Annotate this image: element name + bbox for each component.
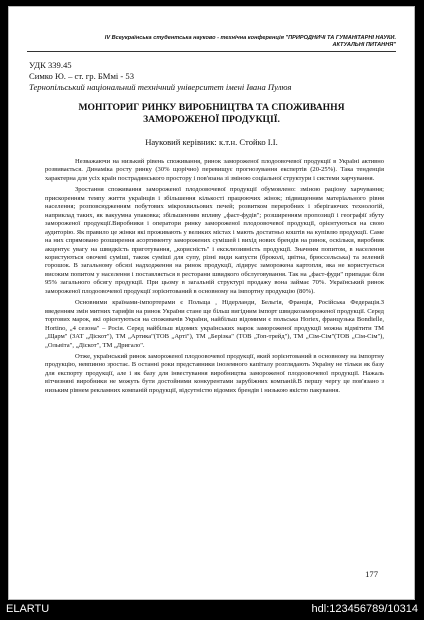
udk-code: УДК 339.45 <box>29 60 72 70</box>
paper-title-line-1: МОНІТОРИГ РИНКУ ВИРОБНИЦТВА ТА СПОЖИВАННЯ <box>78 102 345 113</box>
conference-line-1: IV Всеукраїнська студентська науково - технічна конференція "ПРИРОДНИЧІ ТА ГУМАНІТАРНІ НАУКИ. <box>104 35 396 41</box>
handle-id: hdl:123456789/10314 <box>311 603 418 615</box>
conference-line-2: АКТУАЛЬНІ ПИТАННЯ" <box>332 42 396 48</box>
body-paragraph-2: Зростання споживання замороженої плодоовочевої продукції обумовлено: зміною раціону харчування; прискоренням темпу життя українців і збільшення кількості працюючих жінок; підвищенням матеріального рівня населення; розповсюдженням побутових мікрохвильових печей; розвитком переробних і зберігаючих технологій, наприклад таких, як вакуумна упаковка; збільшенням впливу „фаст-фудів"; розширенням пропозиції і географії збуту замороженої продукції.Виробники і оператори ринку замороженої плодоовочевої продукції, орієнтуються на свою аудиторію. Як правило це жінки які проживають у великих містах і мають достатньо коштів на купівлю продукції. Саме на них спрямовано розширення асортименту заморожених сумішей і вихід нових брендів на ринок, оскільки, виробник акцентує увагу на швидкість приготування, „корисність" і ексклюзивність продукції. Значним попитом, в населення користуються овочеві суміші, також суміші для супу, різні види капусти (броколі, цвітна, брюссельська) та зелений горошок. В загальному обсязі надходження на ринок продукції, лідирує заморожена картопля, яка не користується високим попитом у населення і поставляється в ресторани швидкого обслуговування. Так на „фаст-фуди" припадає біля 95% загального обсягу продукції. При цьому в загальній структурі продажу вона займає 70%. Український ринок замороженої плодоовочевої продукції зорієнтований в основному на імпортну продукцію (80%). <box>45 186 384 295</box>
university-line: Тернопільський національний технічний університет імені Івана Пулюя <box>29 82 292 92</box>
body-paragraph-1: Незважаючи на низький рівень споживання, ринок замороженої плодоовочевої продукції в Україні активно розвивається. Динаміка росту ринку (30% щорічно) перевищує прогнозування експертів (20-25%). Така тенденція характерна для усіх країн пострадянського простору і пов'язана зі зміною соціальної структури і системи харчування. <box>45 158 384 182</box>
page-number: 177 <box>365 569 378 579</box>
conference-header <box>27 35 396 52</box>
paper-title-line-2: ЗАМОРОЖЕНОЇ ПРОДУКЦІЇ. <box>143 113 280 125</box>
body-paragraph-4: Отже, український ринок замороженої плодоовочевої продукції, який зорієнтований в основному на імпортну продукцію, невпинно зростає. В останні роки представники іноземного капіталу розглядають Україну не тільки як базу для експорту продукції, але і як базу для інвестування виробництва замороженої плодоовочевої продукції. Нажаль вітчизняні виробники не можуть бути достойними конкурентами зарубіжних компаній.В першу чергу це пов'язано з низьким рівнем рекламних компаній продукції, відсутністю відомих брендів і низькою якістю пакування. <box>45 352 384 394</box>
document-page <box>8 6 415 600</box>
paper-title <box>29 102 394 125</box>
repository-label: ELARTU <box>6 603 50 615</box>
supervisor-line: Науковий керівник: к.т.н. Стойко І.І. <box>145 137 278 147</box>
paper-body <box>45 158 384 398</box>
viewer-footer <box>0 600 424 620</box>
author-line: Симко Ю. – ст. гр. БМмі - 53 <box>29 71 135 81</box>
body-paragraph-3: Основними країнами-імпортерами є Польща , Нідерланди, Бельгія, Франція, Російська Федерація.З введенням змін митних тарифів на ринок України стане ще більш вигідним імпорт швидкозамороженої продукції. Серед торгових марок, які орієнтуються на споживачів України, найбільш відомими є польська Horiex, французька Bondielle, Hortino, „4 сезона" – Росія. Серед найбільш відомих українських марок замороженої продукції можна відмітити ТМ „Щарм" (ЗАТ „Діскот"), ТМ „Артика"(ТОВ „Арті"), ТМ „Берізка" (ТОВ „Топ-трейд"), ТМ „Сім-Сім"(ТОВ „Сім-Сім"), „Ольвіта", „Діскот", ТМ „Дригало". <box>45 299 384 349</box>
